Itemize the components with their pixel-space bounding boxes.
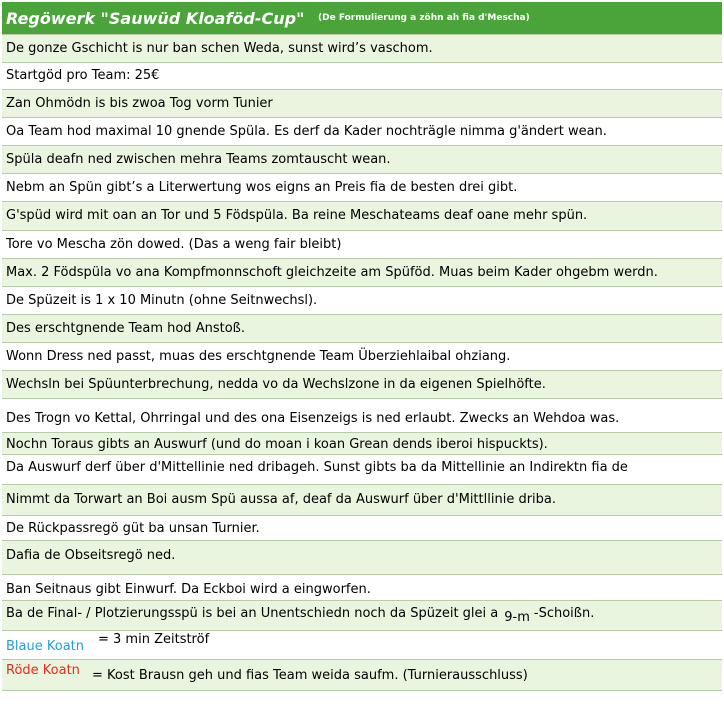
penalty-distance: 9-m [504,610,530,625]
rule-text: Oa Team hod maximal 10 gnende Spüla. Es derf da Kader nochträgle nimma g'ändert wean. [6,124,607,139]
rule-row [2,516,722,541]
rule-text: Des Trogn vo Kettal, Ohrringal und des ona Eisenzeigs is ned erlaubt. Zwecks an Wehdoa was. [6,411,620,426]
blue-card-label: Blaue Koatn [6,639,84,654]
rule-text: Nochn Toraus gibts an Auswurf (und do moan i koan Grean dends iberoi hispuckts). [6,437,548,452]
rule-text: Startgöd pro Team: 25€ [6,68,160,83]
rule-text: Tore vo Mescha zön dowed. (Das a weng fair bleibt) [6,237,342,252]
rule-row [2,90,722,118]
sheet-title: Regöwerk "Sauwüd Kloaföd-Cup" [6,9,305,28]
blue-card-text: = 3 min Zeitströf [98,632,210,647]
rule-text: Spüla deafn ned zwischen mehra Teams zomtauscht wean. [6,152,391,167]
rule-row [2,371,722,399]
rule-text: Nebm an Spün gibt’s a Literwertung wos eigns an Preis fia de besten drei gibt. [6,180,518,195]
rule-row [2,485,722,516]
penalty-text-before: Ba de Final- / Plotzierungsspü is bei an Unentschiedn noch da Spüzeit glei a [6,606,499,621]
rule-row [2,287,722,315]
red-card-row [2,660,722,691]
rule-text: Max. 2 Födspüla vo ana Kompfmonnschoft gleichzeite am Spüföd. Muas beim Kader ohgebm werdn. [6,265,658,280]
blue-card-row [2,631,722,660]
red-card-label: Röde Koatn [6,663,80,678]
rule-row [2,63,722,90]
rule-row [2,259,722,287]
penalty-rule-row [2,601,722,631]
rule-row [2,455,722,485]
rule-text: Zan Ohmödn is bis zwoa Tog vorm Tunier [6,96,273,111]
rule-text: De Spüzeit is 1 x 10 Minutn (ohne Seitnwechsl). [6,293,318,308]
rule-row [2,35,722,63]
rule-text: De gonze Gschicht is nur ban schen Weda, sunst wird’s vaschom. [6,41,433,56]
header-row [2,2,722,35]
rule-text: Ban Seitnaus gibt Einwurf. Da Eckboi wird a eingworfen. [6,582,371,597]
rule-text: Da Auswurf derf über d'Mittellinie ned dribageh. Sunst gibts ba da Mittellinie an Indirektn fia de [6,460,628,475]
rule-text: Dafia de Obseitsregö ned. [6,548,176,563]
sheet-subtitle: (De Formulierung a zöhn ah fia d'Mescha) [318,13,530,23]
rule-text: G'spüd wird mit oan an Tor und 5 Födspüla. Ba reine Meschateams deaf oane mehr spün. [6,208,588,223]
penalty-rule [6,606,595,625]
rule-row [2,343,722,371]
rule-row [2,575,722,601]
rule-text: Des erschtgnende Team hod Anstoß. [6,321,245,336]
red-card-text: = Kost Brausn geh und fias Team weida saufm. (Turnierausschluss) [92,668,528,683]
rule-row [2,202,722,231]
rule-row [2,174,722,202]
rule-text: Wonn Dress ned passt, muas des erschtgnende Team Überziehlaibal ohziang. [6,349,511,364]
rule-row [2,118,722,146]
rule-text: Wechsln bei Spüunterbrechung, nedda vo da Wechslzone in da eigenen Spielhöfte. [6,377,546,392]
rule-row [2,231,722,259]
penalty-text-after: -Schoißn. [533,606,595,621]
rule-row [2,315,722,343]
rule-row [2,146,722,174]
rule-text: Nimmt da Torwart an Boi ausm Spü aussa af, deaf da Auswurf über d'Mittllinie driba. [6,492,557,507]
rule-row [2,433,722,455]
rule-row [2,541,722,575]
rule-text: De Rückpassregö güt ba unsan Turnier. [6,521,260,536]
rule-row [2,399,722,433]
